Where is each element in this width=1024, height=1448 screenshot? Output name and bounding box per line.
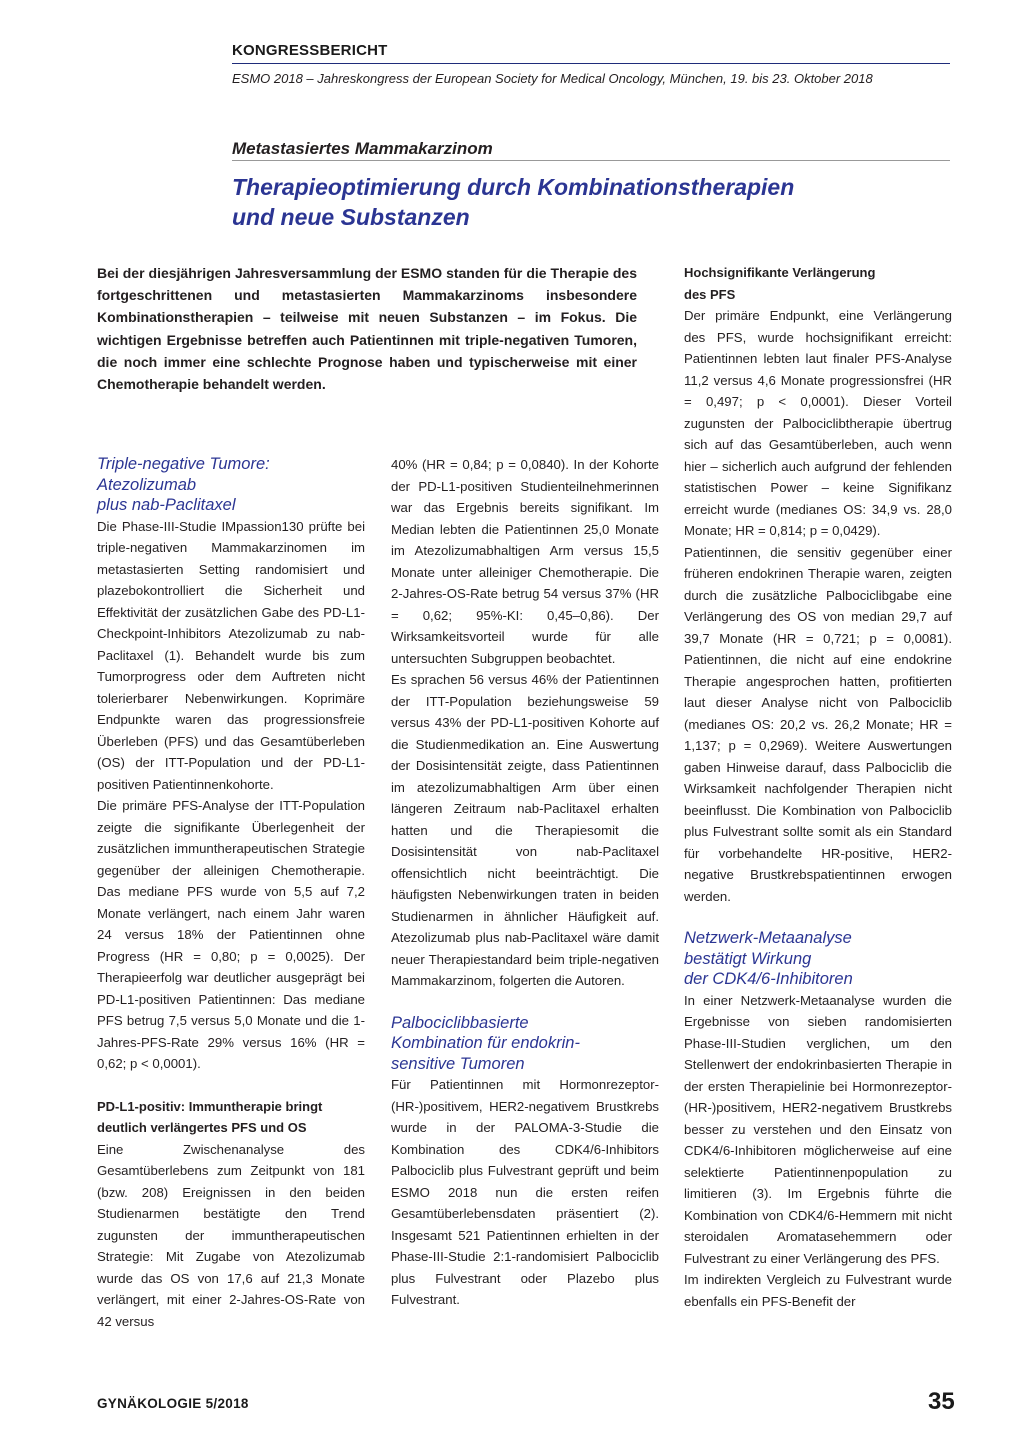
lead-paragraph: Bei der diesjährigen Jahresversammlung der ESMO standen für die Therapie des fortgeschrittenen und metastasierten Mammakarzinoms insbesondere Kombinationstherapien – teilweise mit neuen Substanzen – im Fokus. Die wichtigen Ergebnisse betreffen auch Patientinnen mit triple-negativen Tumoren, die noch immer eine schlechte Prognose haben und typischerweise mit einer Chemotherapie behandelt werden. xyxy=(97,265,637,393)
paragraph: Es sprachen 56 versus 46% der Patientinnen der ITT-Population beziehungsweise 59 versus 43% der PD-L1-positiven Kohorte auf die Studienmedikation an. Eine Auswertung der Dosisintensität zeigte, dass Patientinnen im atezolizumabhaltigen Arm über einen längeren Zeitraum nab-Paclitaxel erhalten hatten und die Therapiesomit die Dosisintensität von nab-Paclitaxel offensichtlich nicht beeinträchtigt. Die häufigsten Nebenwirkungen traten in beiden Studienarmen in ähnlicher Häufigkeit auf. Atezolizumab plus nab-Paclitaxel wäre damit neuer Therapiestandard beim triple-negativen Mammakarzinom, folgerten die Autoren. xyxy=(391,672,659,988)
paragraph: Die primäre PFS-Analyse der ITT-Population zeigte die signifikante Überlegenheit der zusätzlichen immuntherapeutischen Strategie gegenüber der alleinigen Chemotherapie. Das mediane PFS wurde von 5,5 auf 7,2 Monate verlängert, nach einem Jahr waren 24 versus 18% der Patientinnen ohne Progress (HR = 0,80; p = 0,0025). Der Therapieerfolg war deutlicher ausgeprägt bei PD-L1-positiven Patientinnen: Das mediane PFS betrug 7,5 versus 5,0 Monate und die 1-Jahres-PFS-Rate 29% versus 16% (HR = 0,62; p < 0,0001). xyxy=(97,798,365,1071)
column-2 xyxy=(391,454,659,1311)
paragraph: Im indirekten Vergleich zu Fulvestrant wurde ebenfalls ein PFS-Benefit der xyxy=(684,1272,952,1309)
subheading-pdl1: PD-L1-positiv: Immuntherapie bringt deutlich verlängertes PFS und OS xyxy=(97,1098,323,1135)
title-line-1: Therapieoptimierung durch Kombinationstherapien xyxy=(232,174,795,200)
paragraph: In einer Netzwerk-Metaanalyse wurden die Ergebnisse von sieben randomisierten Phase-III-Studien verglichen, um den Stellenwert der endokrinbasierten Therapie in der ersten Therapielinie bei Hormonrezeptor-(HR-)positivem, HER2-negativem Brustkrebs besser zu verstehen und den Einsatz von CDK4/6-Inhibitoren möglicherweise auf eine selektierte Patientinnenpopulation zu limitieren (3). Im Ergebnis führte die Kombination von CDK4/6-Hemmern mit nicht steroidalen Aromatasehemmern oder Fulvestrant zu einer Verlängerung des PFS. xyxy=(684,992,952,1266)
section-label: KONGRESSBERICHT xyxy=(232,42,388,59)
paragraph: Patientinnen, die sensitiv gegenüber einer früheren endokrinen Therapie waren, zeigten durch die zusätzliche Palbociclibgabe eine Verlängerung des OS von median 29,7 auf 39,7 Monate (HR = 0,721; p = 0,0081). Patientinnen, die nicht auf eine endokrine Therapie angesprochen hatten, profitierten laut dieser Analyse nicht von Palbociclib (medianes OS: 20,2 vs. 26,2 Monate; HR = 1,137; p = 0,2969). Weitere Auswertungen gaben Hinweise darauf, dass Palbociclib die Wirksamkeit nachfolgender Therapien nicht beeinflusst. Die Kombination von Palbociclib plus Fulvestrant sollte somit als ein Standard für vorbehandelte HR-positive, HER2-negative Brustkrebspatientinnen erwogen werden. xyxy=(684,544,952,904)
article-topic: Metastasiertes Mammakarzinom xyxy=(232,139,493,158)
congress-subtitle: ESMO 2018 – Jahreskongress der European Society for Medical Oncology, München, 19. bis 23. Oktober 2018 xyxy=(232,71,873,86)
paragraph: Eine Zwischenanalyse des Gesamtüberlebens zum Zeitpunkt von 181 (bzw. 208) Ereignissen in den beiden Studienarmen bestätigte den Trend zugunsten der immuntherapeutischen Strategie: Mit Zugabe von Atezolizumab wurde das OS von 17,6 auf 21,3 Monate verlängert, mit einer 2-Jahres-OS-Rate von 42 versus xyxy=(97,1141,365,1329)
article-title xyxy=(232,172,952,232)
paragraph: Die Phase-III-Studie IMpassion130 prüfte bei triple-negativen Mammakarzinomen im metastasierten Setting randomisiert und plazebokontrolliert die Sicherheit und Effektivität der zusätzlichen Gabe des PD-L1-Checkpoint-Inhibitors Atezolizumab zu nab-Paclitaxel (1). Behandelt wurde bis zum Tumorprogress oder dem Auftreten nicht tolerierbarer Nebenwirkungen. Koprimäre Endpunkte waren das progressionsfreie Überleben (PFS) und das Gesamtüberleben (OS) der ITT-Population und der PD-L1-positiven Patientinnenkohorte. xyxy=(97,518,365,792)
column-3 xyxy=(684,262,952,1312)
heading-meta-analysis: Netzwerk-Metaanalyse bestätigt Wirkung der CDK4/6-Inhibitoren xyxy=(684,929,853,988)
journal-issue: GYNÄKOLOGIE 5/2018 xyxy=(97,1396,249,1411)
paragraph: 40% (HR = 0,84; p = 0,0840). In der Kohorte der PD-L1-positiven Studienteilnehmerinnen war das Ergebnis bereits signifikant. Im Median lebten die Patientinnen 25,0 Monate im Atezolizumabhaltigen Arm versus 15,5 Monate unter alleiniger Chemotherapie. Die 2-Jahres-OS-Rate betrug 54 versus 37% (HR = 0,62; 95%-KI: 0,45–0,86). Der Wirksamkeitsvorteil wurde für alle untersuchten Subgruppen beobachtet. xyxy=(391,457,659,666)
page-number: 35 xyxy=(928,1388,955,1415)
topic-rule xyxy=(232,160,950,161)
title-line-2: und neue Substanzen xyxy=(232,204,470,230)
subheading-pfs: Hochsignifikante Verlängerung des PFS xyxy=(684,265,876,302)
paragraph: Der primäre Endpunkt, eine Verlängerung des PFS, wurde hochsignifikant erreicht: Patientinnen lebten laut finaler PFS-Analyse 11,2 versus 4,6 Monate progressionsfrei (HR = 0,497; p < 0,0001). Dieser Vorteil zugunsten der Palbociclibtherapie übertrug sich auf das Gesamtüberleben, auch wenn hier – sicherlich auch aufgrund der fehlenden statistischen Power – keine Signifikanz erreicht wurde (medianes OS: 34,9 vs. 28,0 Monate; HR = 0,814; p = 0,0429). xyxy=(684,308,952,538)
header-rule xyxy=(232,63,950,64)
heading-triple-negative: Triple-negative Tumore: Atezolizumab plus nab-Paclitaxel xyxy=(97,455,270,514)
heading-palbociclib: Palbociclibbasierte Kombination für endokrin- sensitive Tumoren xyxy=(391,1013,580,1073)
column-1 xyxy=(97,454,365,1332)
paragraph: Für Patientinnen mit Hormonrezeptor-(HR-)positivem, HER2-negativem Brustkrebs wurde in der PALOMA-3-Studie die Kombination des CDK4/6-Inhibitors Palbociclib plus Fulvestrant geprüft und beim ESMO 2018 nun die ersten reifen Gesamtüberlebensdaten präsentiert (2). Insgesamt 521 Patientinnen erhielten in der Phase-III-Studie 2:1-randomisiert Palbociclib plus Fulvestrant oder Plazebo plus Fulvestrant. xyxy=(391,1077,659,1307)
